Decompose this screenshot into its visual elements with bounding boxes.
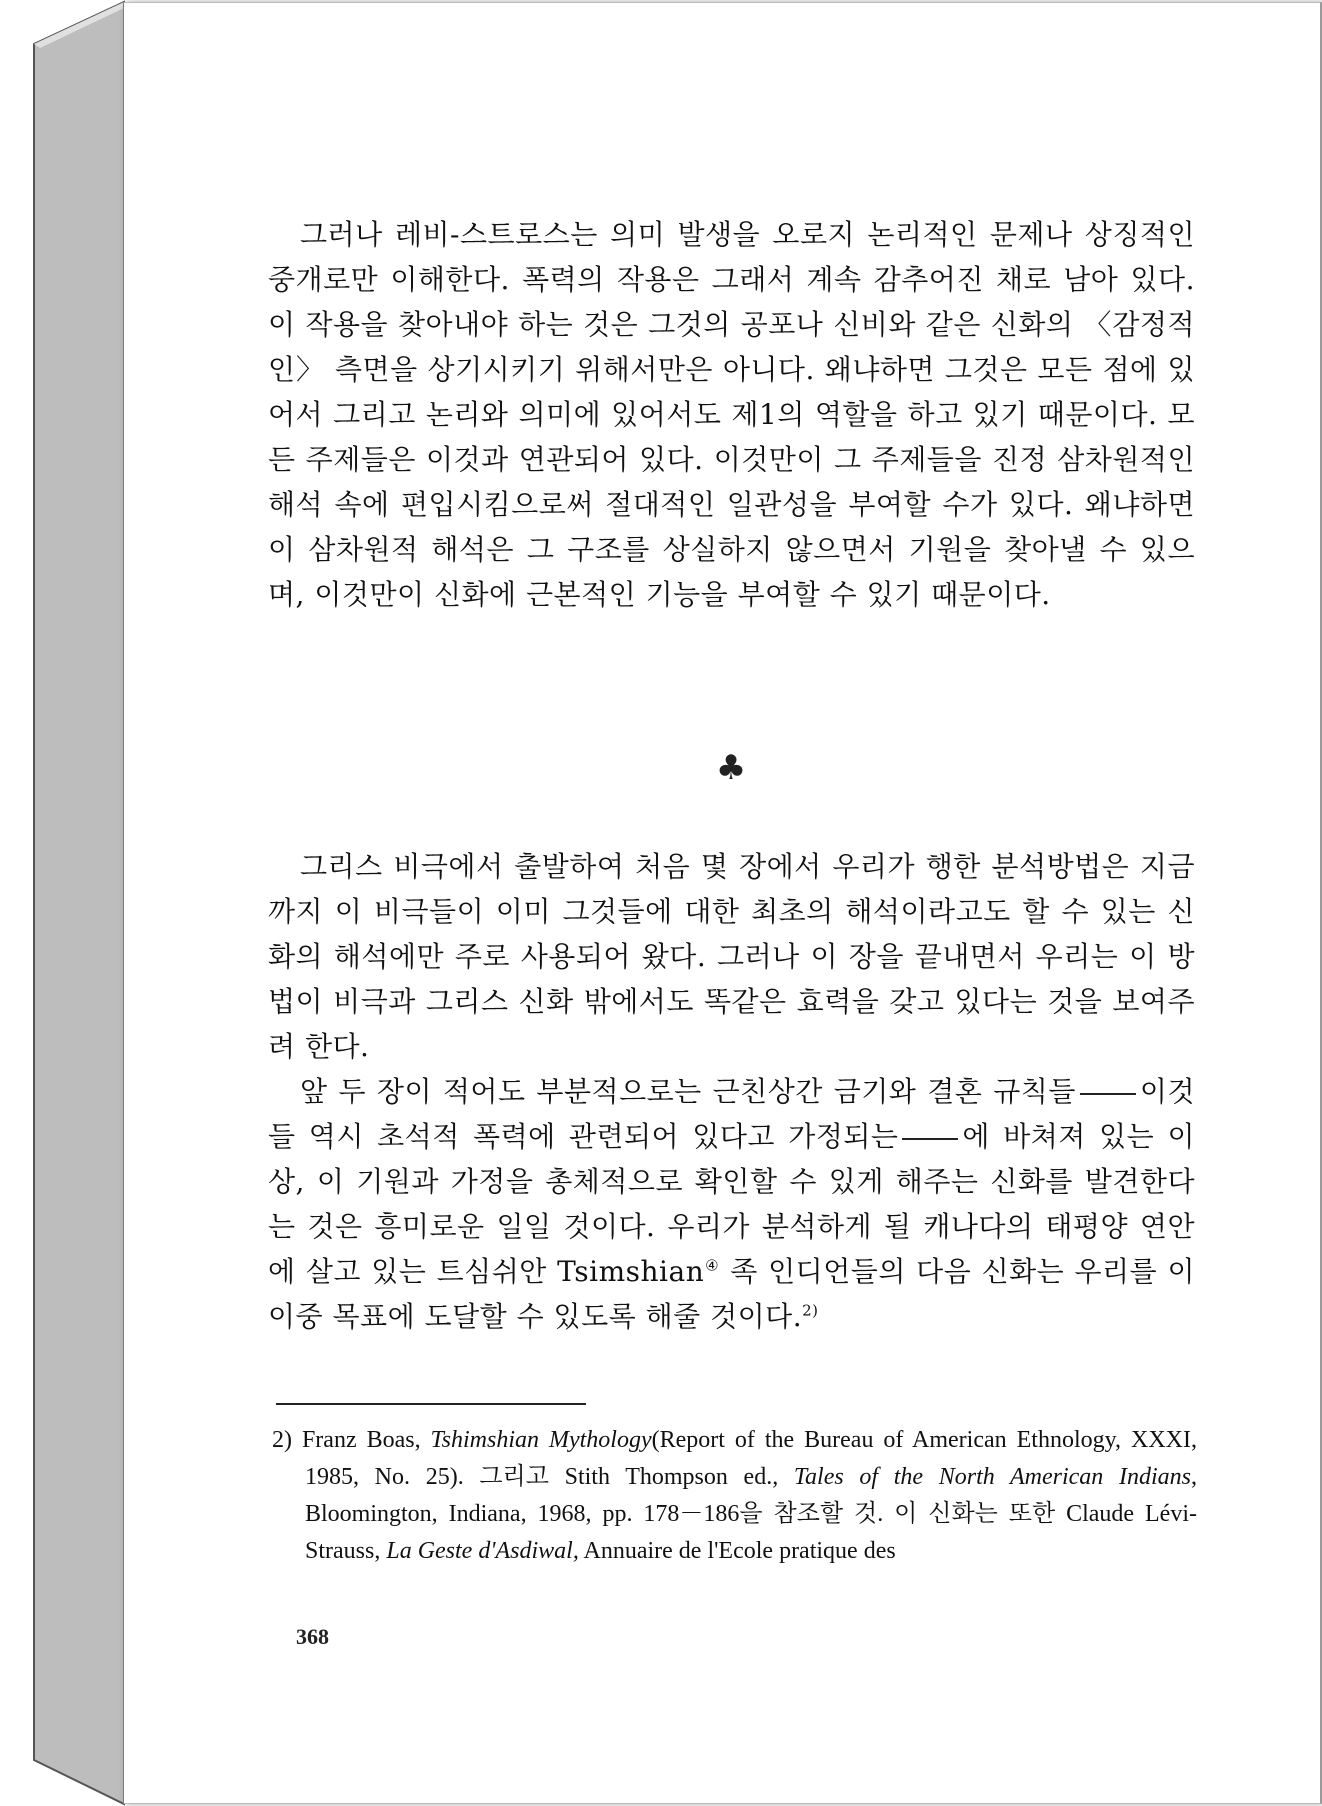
footnote-text <box>272 1422 1197 1570</box>
paragraph <box>268 1069 1195 1339</box>
footnote <box>272 1422 1197 1570</box>
footnote-segment: (Report of the Bureau of American Ethnology, XXXI, 1985, No. 25). 그리고 Stith Thompson ed., <box>305 1427 1197 1490</box>
em-dash <box>1080 1093 1136 1095</box>
paragraph-text: 앞 두 장이 적어도 부분적으로는 근친상간 금기와 결혼 규칙들 <box>300 1075 1076 1108</box>
paragraph-text: 에 바쳐져 있는 이상, 이 기원과 가정을 총체적으로 확인할 수 있게 해주는 신화를 발견한다는 것은 흥미로운 일일 것이다. 우리가 분석하게 될 캐나다의 태평양 연안에 살고 있는 트심쉬안 Tsimshian <box>268 1120 1195 1288</box>
paragraph-text: 이것들 역시 초석적 폭력에 관련되어 있다고 가정되는 <box>268 1075 1195 1153</box>
paragraph-text: 족 인디언들의 다음 신화는 우리를 이 이중 목표에 도달할 수 있도록 해줄 것이다. <box>268 1255 1195 1333</box>
footnote-segment: Franz Boas, <box>292 1427 431 1453</box>
em-dash <box>902 1138 958 1140</box>
paragraph: 그리스 비극에서 출발하여 처음 몇 장에서 우리가 행한 분석방법은 지금까지 이 비극들이 이미 그것들에 대한 최초의 해석이라고도 할 수 있는 신화의 해석에만 주로 사용되어 왔다. 그러나 이 장을 끝내면서 우리는 이 방법이 비극과 그리스 신화 밖에서도 똑같은 효력을 갖고 있다는 것을 보여주려 한다. <box>268 850 1195 1063</box>
footnote-title: Tshimshian Mythology <box>430 1427 652 1453</box>
body-text-section-2 <box>268 844 1195 1339</box>
footnote-separator <box>276 1403 586 1405</box>
note-marker: ④ <box>704 1256 720 1275</box>
footnote-reference: 2) <box>802 1301 819 1320</box>
footnote-segment: , Bloomington, Indiana, 1968, pp. 178－186을 참조할 것. 이 신화는 또한 Claude Lévi-Strauss, <box>305 1464 1197 1564</box>
page-number: 368 <box>296 1624 329 1649</box>
section-ornament <box>0 748 1322 788</box>
footnote-title: La Geste d'Asdiwal, <box>386 1538 579 1564</box>
footnote-segment: Annuaire de l'Ecole pratique des <box>578 1538 896 1564</box>
body-text-section-1 <box>268 212 1195 617</box>
paragraph: 그러나 레비-스트로스는 의미 발생을 오로지 논리적인 문제나 상징적인 중개로만 이해한다. 폭력의 작용은 그래서 계속 감추어진 채로 남아 있다. 이 작용을 찾아내야 하는 것은 그것의 공포나 신비와 같은 신화의 〈감정적인〉 측면을 상기시키기 위해서만은 아니다. 왜냐하면 그것은 모든 점에 있어서 그리고 논리와 의미에 있어서도 제1의 역할을 하고 있기 때문이다. 모든 주제들은 이것과 연관되어 있다. 이것만이 그 주제들을 진정 삼차원적인 해석 속에 편입시킴으로써 절대적인 일관성을 부여할 수가 있다. 왜냐하면 이 삼차원적 해석은 그 구조를 상실하지 않으면서 기원을 찾아낼 수 있으며, 이것만이 신화에 근본적인 기능을 부여할 수 있기 때문이다. <box>268 218 1195 611</box>
club-icon: ♣ <box>715 748 747 788</box>
footnote-number: 2) <box>272 1427 292 1453</box>
footnote-title: Tales of the North American Indians <box>793 1464 1191 1490</box>
